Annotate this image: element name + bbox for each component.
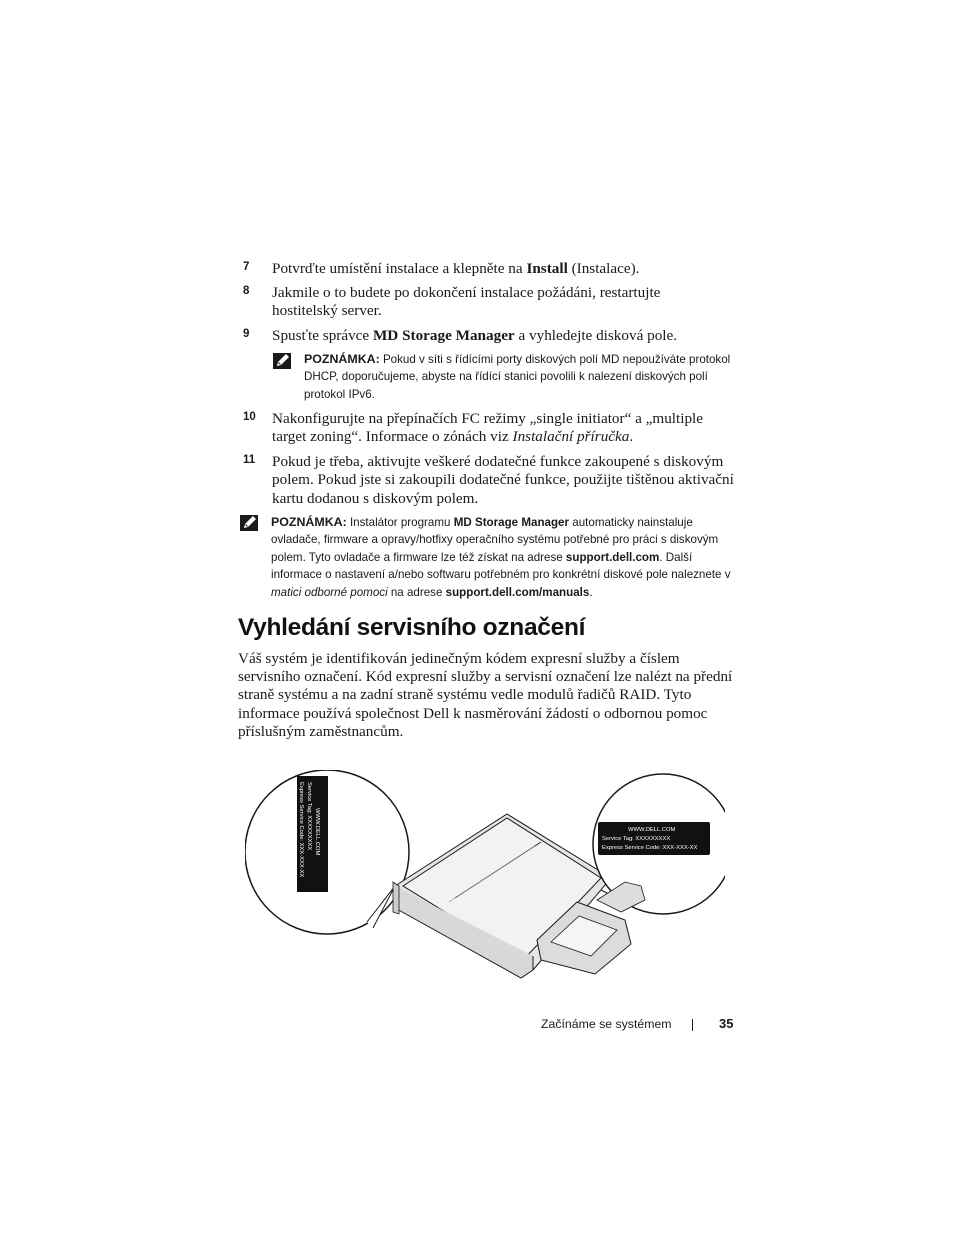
- note-pencil-icon: [239, 514, 259, 532]
- page-number: 35: [719, 1016, 734, 1031]
- step-number: 8: [243, 285, 250, 297]
- footer-title: Začínáme se systémem: [541, 1017, 672, 1031]
- step-number: 9: [243, 328, 250, 340]
- step-text: Spusťte správce MD Storage Manager a vyhledejte disková pole.: [272, 327, 678, 344]
- front-tag-url: WWW.DELL.COM: [628, 827, 676, 833]
- step-text: Nakonfigurujte na přepínačích FC režimy „single initiator“ a „multiple target zoning“. Informace o zónách viz Instalační příručka.: [272, 410, 704, 446]
- front-tag-express: Express Service Code: XXX-XXX-XX: [602, 845, 698, 851]
- tag-service: Service Tag: XXXXXXXXX: [306, 782, 312, 851]
- note-label: POZNÁMKA:: [304, 352, 380, 366]
- service-tag-figure: [245, 770, 725, 985]
- storage-array-illustration: [245, 770, 725, 985]
- body-paragraph: Váš systém je identifikován jedinečným kódem expresní služby a číslem servisního označení. Kód expresní služby a servisní označení lze nalézt na přední straně systému a na zadní straně systému vedle modulů řadičů RAID. Tyto informace používá společnost Dell k nasměrování žádostí o odbornou pomoc příslušným zaměstnancům.: [238, 650, 733, 740]
- note-pencil-icon: [272, 352, 292, 370]
- step-text: Jakmile o to budete po dokončení instalace požádáni, restartujte hostitelský server.: [272, 284, 661, 320]
- step-number: 11: [243, 454, 256, 466]
- section-heading: Vyhledání servisního označení: [238, 614, 586, 641]
- footer-separator: [692, 1019, 693, 1031]
- tag-url: WWW.DELL.COM: [314, 808, 320, 856]
- note-label: POZNÁMKA:: [271, 515, 347, 529]
- step-text: Potvrďte umístění instalace a klepněte na Install (Instalace).: [272, 260, 640, 277]
- note-dhcp: POZNÁMKA: Pokud v síti s řídícími porty diskových polí MD nepoužíváte protokol DHCP, doporučujeme, abyste na řídící stanici povolili k nalezení diskových polí protokol IPv6.: [304, 352, 731, 401]
- step-number: 7: [243, 261, 250, 273]
- note-storage-manager: POZNÁMKA: Instalátor programu MD Storage Manager automaticky nainstaluje ovladače, firmware a opravy/hotfixy operačního systému potřebné pro práci s diskovým polem. Tyto ovladače a firmware lze též získat na adrese support.dell.com. Další informace o nastavení a/nebo softwaru potřebném pro konkrétní diskové pole naleznete v matici odborné pomoci na adrese support.dell.com/manuals.: [271, 515, 731, 599]
- front-tag-service: Service Tag: XXXXXXXXX: [602, 836, 671, 842]
- tag-express: Express Service Code: XXX-XXX-XX: [298, 782, 304, 878]
- step-text: Pokud je třeba, aktivujte veškeré dodatečné funkce zakoupené s diskovým polem. Pokud jste si zakoupili dodatečné funkce, použijte tištěnou aktivační kartu dodanou s diskovým polem.: [272, 453, 734, 507]
- step-number: 10: [243, 411, 256, 423]
